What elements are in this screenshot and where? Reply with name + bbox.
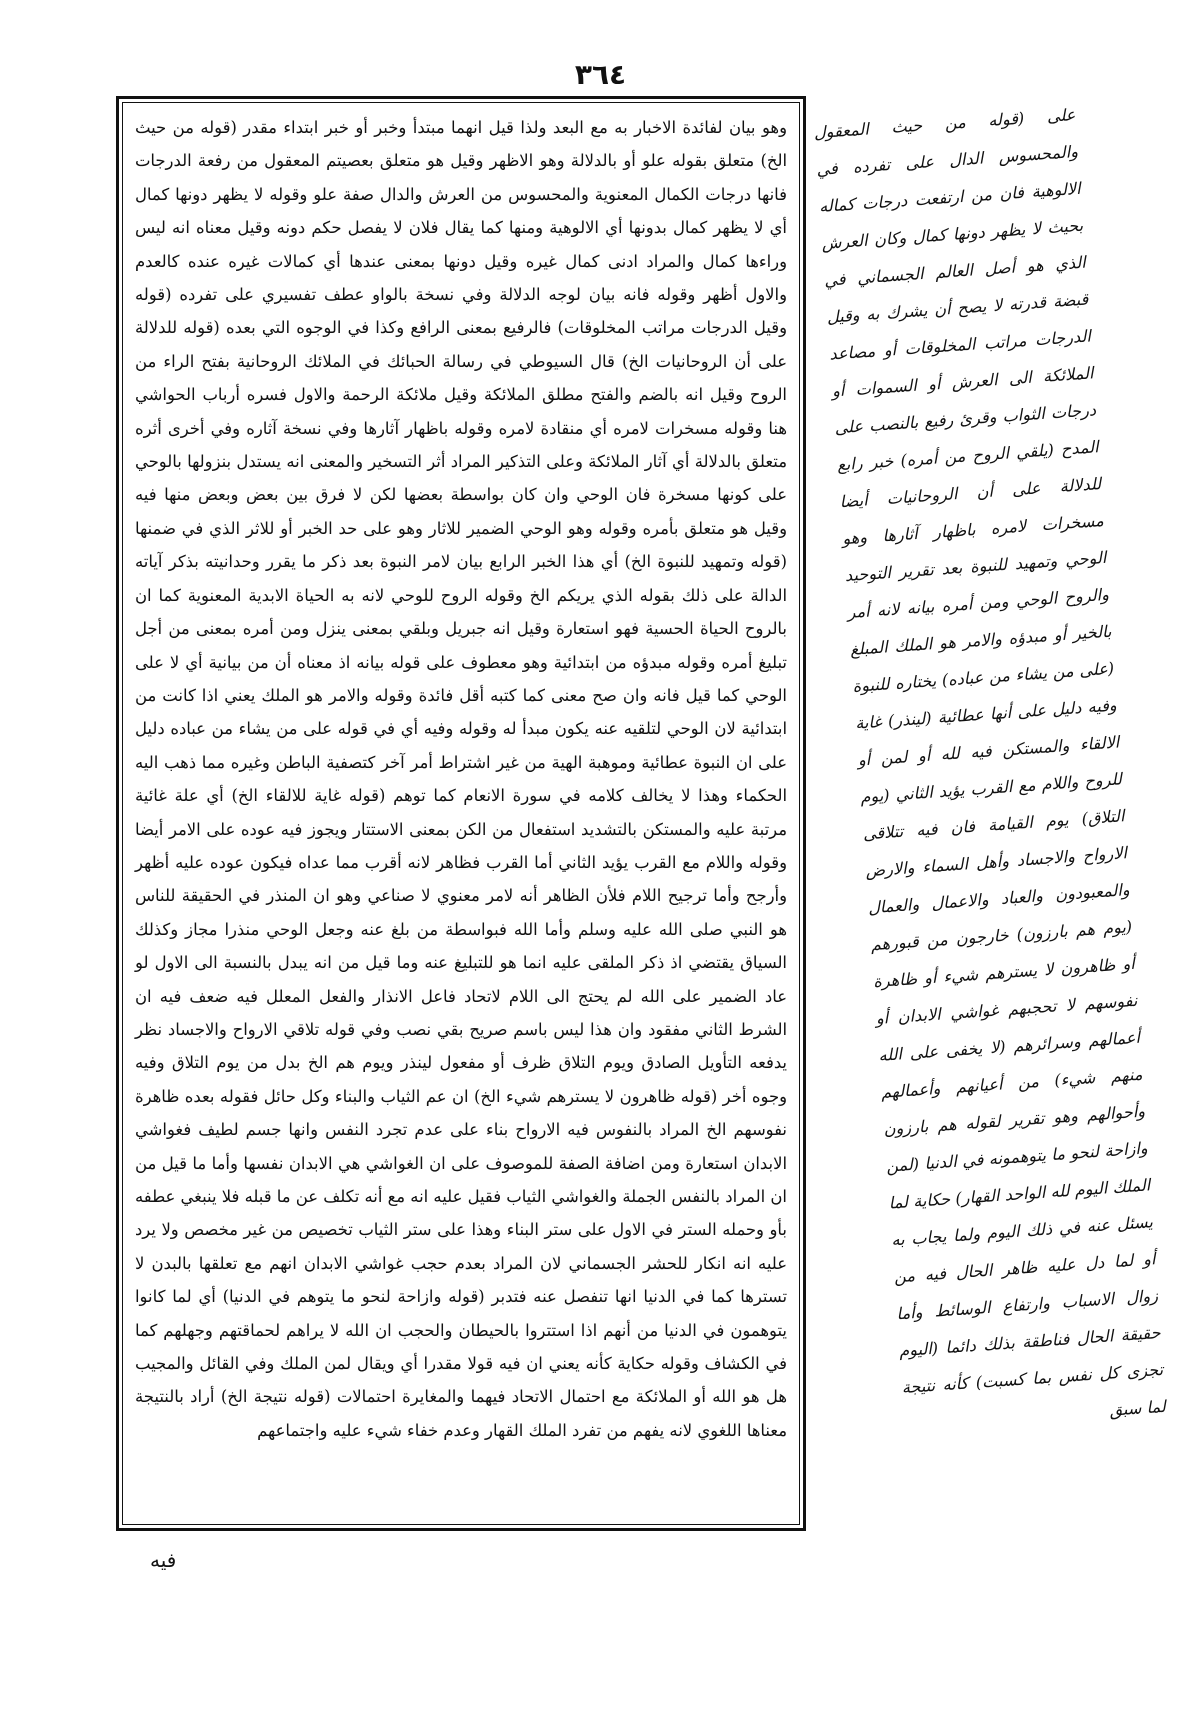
margin-commentary: [813, 96, 1167, 1420]
main-text-frame: [116, 96, 806, 1531]
main-commentary-text: وهو بيان لفائدة الاخبار به مع البعد ولذا قيل انهما مبتدأ وخبر أو خبر ابتداء مقدر (قوله من حيث الخ) متعلق بقوله علو أو بالدلالة وهو الاظهر وقيل هو متعلق بعصيتم المعقول من رفعة الدرجات فانها درجات الكمال المعنوية والمحسوس من العرش والدال صفة علو وقوله لا يظهر دونها كمال أي لا يظهر كمال بدونها أي الالوهية ومنها كما يقال فلان لا يفصل حكم دونه وقيل معناه انه ليس وراءها كمال والمراد ادنى كمال غيره وقيل دونها بمعنى عندها أي كمالات غيره عنده كالعدم والاول أظهر وقوله فانه بيان لوجه الدلالة وفي نسخة بالواو عطف تفسيري على تفرده (قوله وقيل الدرجات مراتب المخلوقات) فالرفيع بمعنى الرافع وكذا في الوجوه التي بعده (قوله للدلالة على أن الروحانيات الخ) قال السيوطي في رسالة الحبائك في الملائك الروحانية بفتح الراء من الروح وقيل انه بالضم والفتح مطلق الملائكة وقيل ملائكة الرحمة والاول فسره أرباب الحواشي هنا وقوله مسخرات لامره أي منقادة لامره وقوله باظهار آثارها وفي نسخة آثاره وفي أخرى أثره متعلق بالدلالة أي آثار الملائكة وعلى التذكير المراد أثر التسخير والمعنى انه يستدل بنزولها بالوحي على كونها مسخرة فان الوحي وان كان بواسطة بعضها لكن لا فرق بين بعض وبعض منها فيه وقيل هو متعلق بأمره وقوله وهو الوحي الضمير للاثار وهو على حد الخبر أو للاثر الذي في ضمنها (قوله وتمهيد للنبوة الخ) أي هذا الخبر الرابع بيان لامر النبوة بعد ذكر ما يقرر وحدانيته بذكر آياته الدالة على ذلك بقوله الذي يريكم الخ وقوله الروح للوحي لانه به الحياة الابدية المعنوية كما ان بالروح الحياة الحسية فهو استعارة وقيل انه جبريل وبلقي بمعنى ينزل ومن أمره بمعنى من أجل تبليغ أمره وقوله مبدؤه من ابتدائية وهو معطوف على قوله بيانه اذ معناه أن من بيانية أي لا على الوحي كما قيل فانه وان صح معنى كما كتبه أقل فائدة وقوله والامر هو الملك يعني اذا كانت من ابتدائية لان الوحي لتلقيه عنه يكون مبدأ له وقوله وفيه أي في قوله على من يشاء من عباده دليل على ان النبوة عطائية وموهبة الهية من غير اشتراط أمر آخر كتصفية الباطن وغيره مما ذهب اليه الحكماء وهذا لا يخالف كلامه في سورة الانعام كما توهم (قوله غاية للالقاء الخ) أي علة غائية مرتبة عليه والمستكن بالتشديد استفعال من الكن بمعنى الاستتار ويجوز فيه عوده على الامر أيضا وقوله واللام مع القرب يؤيد الثاني أما القرب فظاهر لانه أقرب مما عداه فيكون عوده عليه أظهر وأرجح وأما ترجيح اللام فلأن الظاهر أنه لامر معنوي لا صناعي وهو ان المنذر في الحقيقة للناس هو النبي صلى الله عليه وسلم وأما الله فبواسطة من بلغ عنه وجعل الوحي منذرا مجاز وكذلك السياق يقتضي اذ ذكر الملقى عليه انما هو للتبليغ عنه وما قيل من انه يبدل بالنسبة الى الاول لو عاد الضمير على الله لم يحتج الى اللام لاتحاد فاعل الانذار والفعل المعلل فيه ضعف فيه ان الشرط الثاني مفقود وان هذا ليس باسم صريح بقي نصب وفي قوله تلاقي الارواح والاجساد نظر يدفعه التأويل الصادق ويوم التلاق ظرف أو مفعول لينذر ويوم هم الخ بدل من يوم التلاق وفيه وجوه أخر (قوله ظاهرون لا يسترهم شيء الخ) ان عم الثياب والبناء وكل حائل فقوله بعده ظاهرة نفوسهم الخ المراد بالنفوس فيه الارواح بناء على عدم تجرد النفس وانها جسم لطيف فغواشي الابدان استعارة ومن اضافة الصفة للموصوف على ان الغواشي هي الابدان نفسها وأما ما قيل من ان المراد بالنفس الجملة والغواشي الثياب فقيل عليه انه مع أنه تكلف عن ما قبله فلا ينبغي عطفه بأو وحمله الستر في الاول على ستر البناء وهذا على ستر الثياب تخصيص من غير مخصص ولا يرد عليه انه انكار للحشر الجسماني لان المراد بعدم حجب غواشي الابدان انهم مع تعلقها بالبدن لا تسترها كما في الدنيا انها تنفصل عنه فتدبر (قوله وازاحة لنحو ما يتوهم في الدنيا) أي لما كانوا يتوهمون في الدنيا من أنهم اذا استتروا بالحيطان والحجب ان الله لا يراهم لحماقتهم وجهلهم كما في الكشاف وقوله حكاية كأنه يعني ان فيه قولا مقدرا أي ويقال لمن الملك وفي القائل والمجيب هل هو الله أو الملائكة مع احتمال الاتحاد فيهما والمغايرة احتمالات (قوله نتيجة الخ) أراد بالنتيجة معناها اللغوي لانه يفهم من تفرد الملك القهار وعدم خفاء شيء عليه واجتماعهم: [135, 118, 787, 1440]
catchword: فيه: [150, 1548, 177, 1572]
page-number: ٣٦٤: [574, 58, 627, 91]
margin-text: على (قوله من حيث المعقول والمحسوس الدال على تفرده في الالوهية فان من ارتفعت درجات كماله بحيث لا يظهر دونها كمال وكان العرش الذي هو أصل العالم الجسماني في قبضة قدرته لا يصح أن يشرك به وقيل الدرجات مراتب المخلوقات أو مصاعد الملائكة الى العرش أو السموات أو درجات الثواب وقرئ رفيع بالنصب على المدح (يلقي الروح من أمره) خبر رابع للدلالة على أن الروحانيات أيضا مسخرات لامره باظهار آثارها وهو الوحي وتمهيد للنبوة بعد تقرير التوحيد والروح الوحي ومن أمره بيانه لانه أمر بالخير أو مبدؤه والامر هو الملك المبلغ (على من يشاء من عباده) يختاره للنبوة وفيه دليل على أنها عطائية (لينذر) غاية الالقاء والمستكن فيه لله أو لمن أو للروح واللام مع القرب يؤيد الثاني (يوم التلاق) يوم القيامة فان فيه تتلاقى الارواح والاجساد وأهل السماء والارض والمعبودون والعباد والاعمال والعمال (يوم هم بارزون) خارجون من قبورهم أو ظاهرون لا يسترهم شيء أو ظاهرة نفوسهم لا تحجبهم غواشي الابدان أو أعمالهم وسرائرهم (لا يخفى على الله منهم شيء) من أعيانهم وأعمالهم وأحوالهم وهو تقرير لقوله هم بارزون وازاحة لنحو ما يتوهمونه في الدنيا (لمن الملك اليوم لله الواحد القهار) حكاية لما يسئل عنه في ذلك اليوم ولما يجاب به أو لما دل عليه ظاهر الحال فيه من زوال الاسباب وارتفاع الوسائط وأما حقيقة الحال فناطقة بذلك دائما (اليوم تجزى كل نفس بما كسبت) كأنه نتيجة لما سبق: [813, 104, 1167, 1420]
main-text-inner-frame: [122, 102, 800, 1525]
